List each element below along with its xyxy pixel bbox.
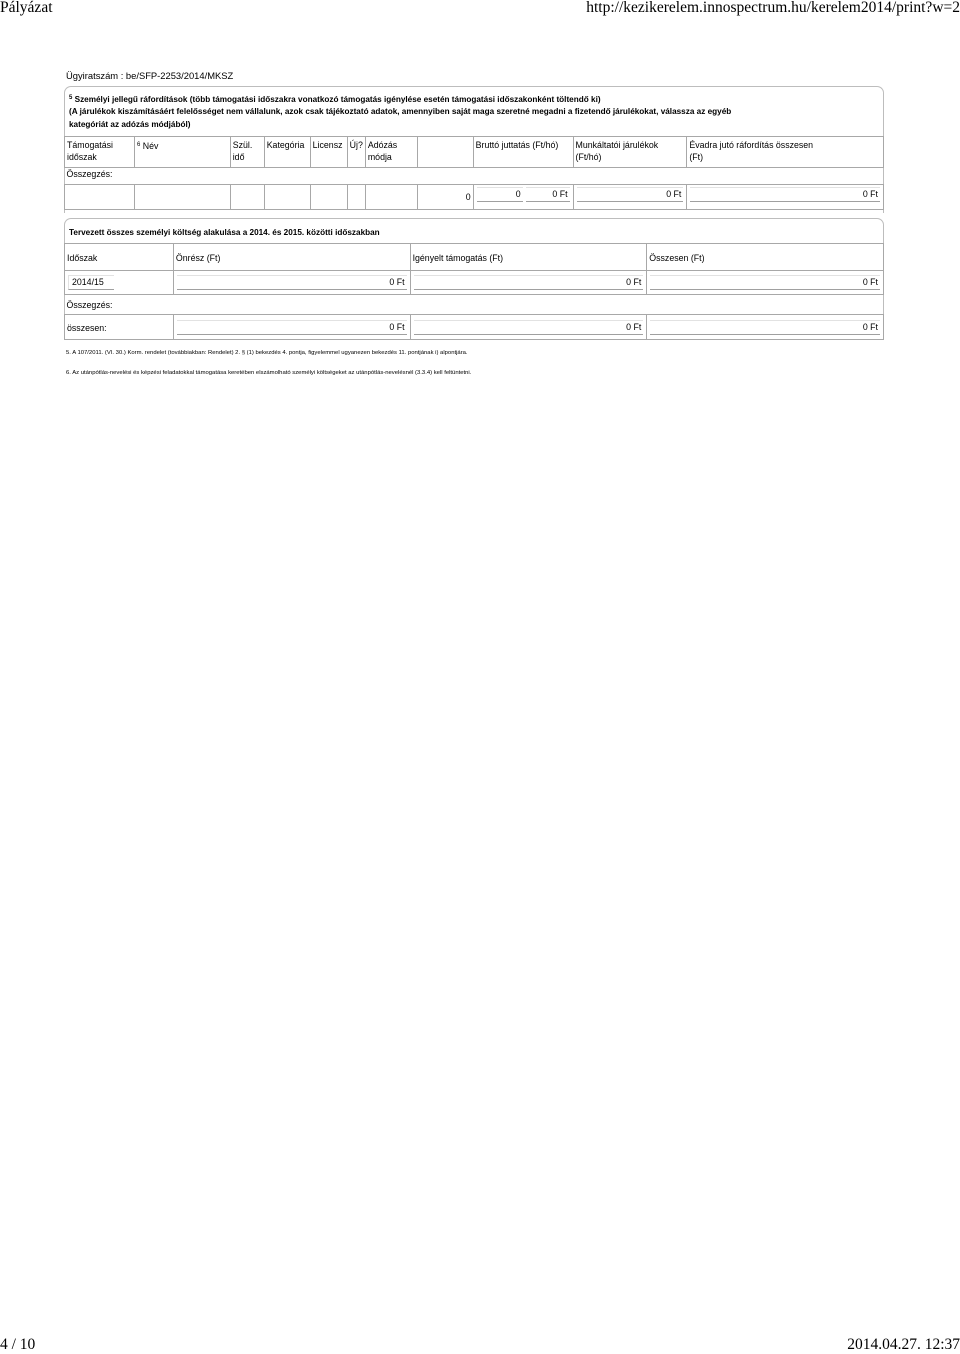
summary-label-row: [65, 168, 884, 185]
case-number: Ügyiratszám : be/SFP-2253/2014/MKSZ: [66, 70, 234, 81]
row-total-cell: [647, 271, 884, 295]
summary-value: 0: [417, 185, 473, 210]
table-row: [65, 271, 884, 295]
col-total: Összesen (Ft): [647, 244, 884, 271]
footnote-ref-6: 6: [136, 142, 141, 148]
summary-gross-cell: [473, 185, 573, 210]
total-requested-cell: [410, 315, 647, 340]
col-new: Új?: [347, 137, 365, 168]
header-row: [65, 137, 884, 168]
footnote-6: 6. Az utánpótlás-nevelési és képzési feladatokkal támogatása keretében elszámolható személyi költségeket az utánpótlás-nevelésnél (3.3.4) kell feltüntetni.: [66, 370, 472, 376]
print-footer-datetime: 2014.04.27. 12:37: [847, 1336, 960, 1353]
summary-value: 0 Ft: [526, 187, 570, 202]
total-total: 0 Ft: [650, 320, 880, 335]
print-header-url: http://kezikerelem.innospectrum.hu/kerelem2014/print?w=2: [586, 0, 960, 16]
row-requested: 0 Ft: [414, 275, 644, 290]
col-requested: Igényelt támogatás (Ft): [410, 244, 647, 271]
summary-value: 0 Ft: [577, 187, 684, 202]
total-total-cell: [647, 315, 884, 340]
total-label: összesen:: [65, 315, 174, 340]
row-own-cell: [173, 271, 410, 295]
footnote-ref-5: 5: [69, 95, 73, 101]
totals-row: [65, 315, 884, 340]
planned-costs-table: [64, 243, 884, 340]
col-license: Licensz: [310, 137, 347, 168]
footnote-5: 5. A 107/2011. (VI. 30.) Korm. rendelet (továbbiakban: Rendelet) 2. § (1) bekezdés 4. pontja, figyelemmel ugyanezen bekezdés 11. pontjának i) alpontjára.: [66, 350, 468, 356]
col-tax: Adózás módja: [365, 137, 417, 168]
col-birth: Szül. idő: [230, 137, 264, 168]
summary-label-row: [65, 295, 884, 315]
col-employer: Munkáltatói járulékok (Ft/hó): [573, 137, 687, 168]
row-period: 2014/15: [68, 275, 114, 290]
personnel-costs-title: [69, 92, 877, 131]
summary-cell: [134, 185, 230, 210]
col-category: Kategória: [264, 137, 310, 168]
header-row: [65, 244, 884, 271]
total-own-cell: [173, 315, 410, 340]
print-header-title: Pályázat: [0, 0, 53, 16]
col-gross: Bruttó juttatás (Ft/hó): [473, 137, 573, 168]
col-season: Évadra jutó ráfordítás összesen (Ft): [687, 137, 884, 168]
col-name: $^6$ Név: [134, 137, 230, 168]
planned-costs-title: Tervezett összes személyi költség alakulása a 2014. és 2015. közötti időszakban: [69, 228, 380, 237]
summary-cell: [347, 185, 365, 210]
summary-value: 0 Ft: [690, 187, 880, 202]
col-period: Időszak: [65, 244, 174, 271]
summary-row: [65, 185, 884, 210]
summary-label: Összegzés:: [66, 169, 113, 179]
col-own: Önrész (Ft): [173, 244, 410, 271]
personnel-costs-table: [64, 136, 884, 210]
row-period-cell: [65, 271, 174, 295]
col-empty: [417, 137, 473, 168]
row-total: 0 Ft: [650, 275, 880, 290]
total-own: 0 Ft: [177, 320, 407, 335]
summary-value: 0: [477, 187, 523, 202]
col-period: Támogatási időszak: [65, 137, 135, 168]
summary-label: Összegzés:: [66, 299, 113, 310]
title-line-2: (A járulékok kiszámításáért felelősséget nem vállalunk, azok csak tájékoztató adatok, amennyiben saját maga szeretné megadni a fizetendő járulékokat, válassza az egyéb: [69, 107, 732, 117]
row-requested-cell: [410, 271, 647, 295]
summary-cell: [365, 185, 417, 210]
summary-cell: [230, 185, 264, 210]
title-line-1: Személyi jellegű ráfordítások (több támogatási időszakra vonatkozó támogatás igénylése esetén támogatási időszakonként töltendő ki): [72, 95, 601, 104]
summary-employer-cell: [573, 185, 687, 210]
summary-cell: [65, 185, 135, 210]
summary-cell: [264, 185, 310, 210]
total-requested: 0 Ft: [414, 320, 644, 335]
row-own: 0 Ft: [177, 275, 407, 290]
summary-cell: [310, 185, 347, 210]
title-line-3: kategóriát az adózás módjából): [69, 119, 191, 129]
summary-season-cell: [687, 185, 884, 210]
print-footer-page: 4 / 10: [0, 1336, 36, 1353]
